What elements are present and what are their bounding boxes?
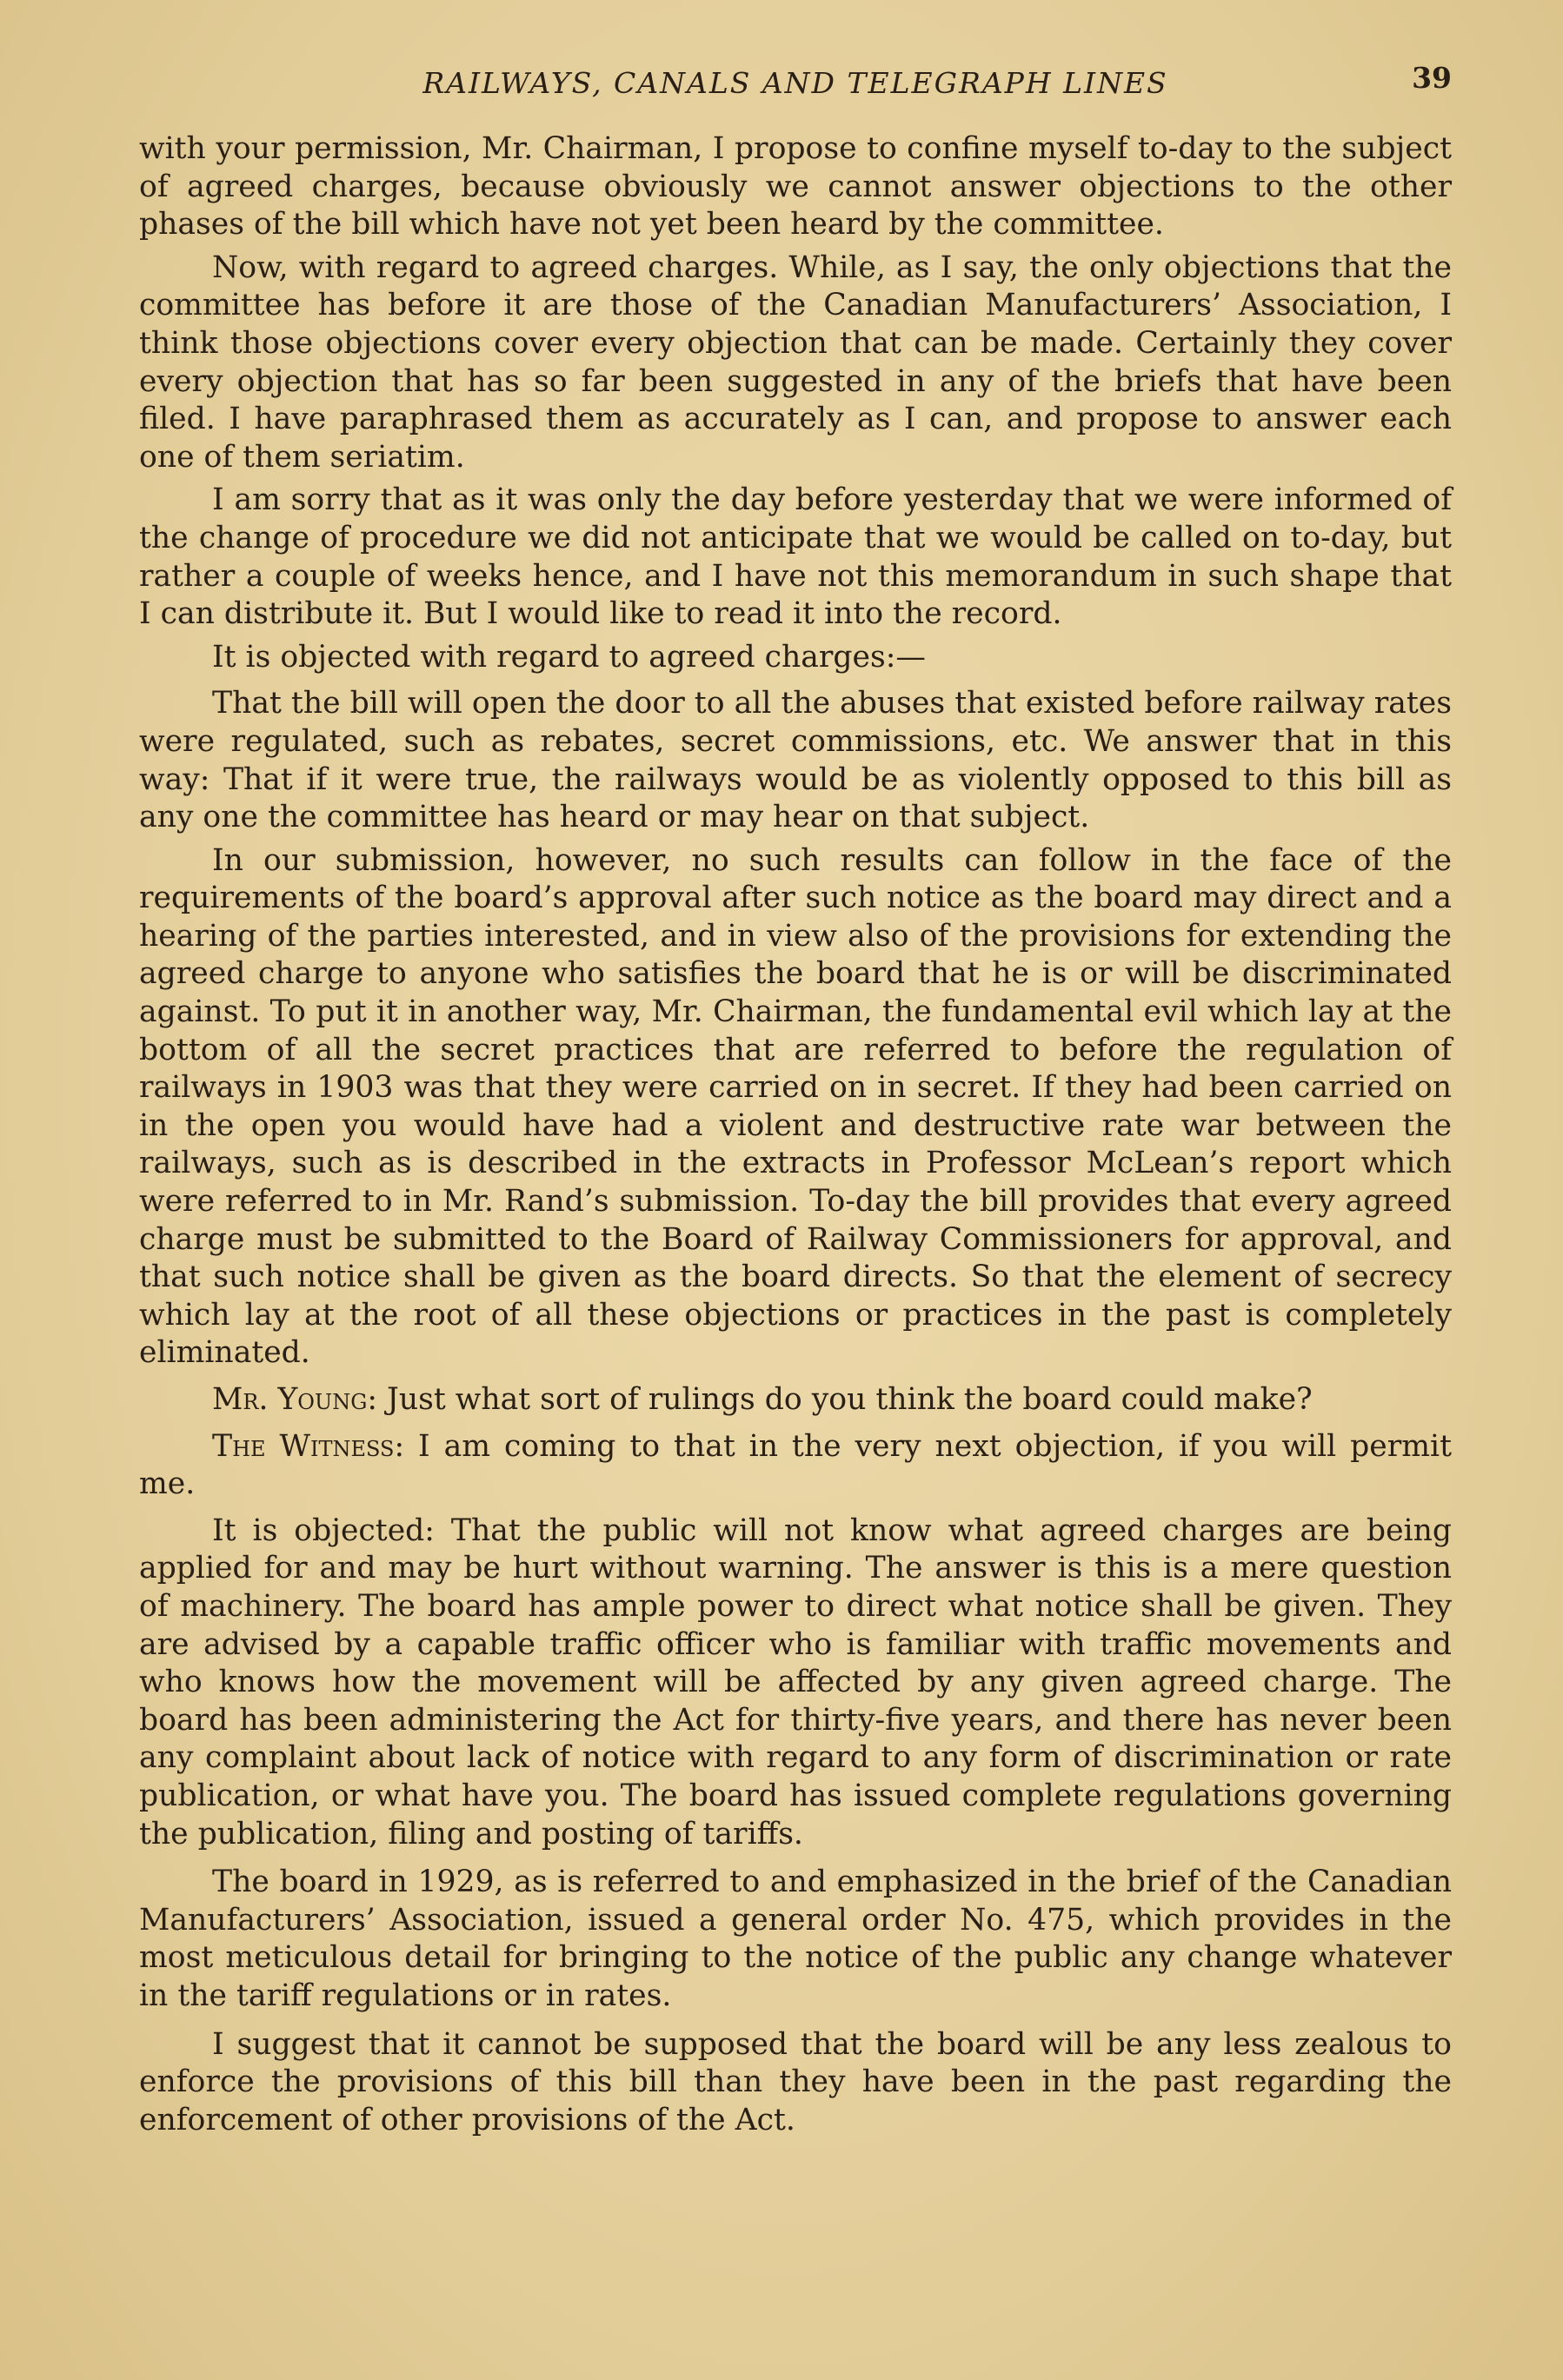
running-head (139, 61, 1452, 104)
paragraph: That the bill will open the door to all the abuses that existed before railway rates were regulated, such as rebates, secret commissions, etc. We answer that in this way: That if it were true, the railways would be as violently opposed to this bill as any one the committee has heard or may hear on that subject. (139, 686, 1452, 835)
running-title: RAILWAYS, CANALS AND TELEGRAPH LINES (422, 66, 1168, 100)
paragraph: It is objected with regard to agreed charges:— (212, 639, 926, 675)
dialogue-paragraph (139, 1428, 1452, 1504)
dialogue-paragraph (139, 1381, 1452, 1419)
paragraph-continuation: with your permission, Mr. Chairman, I propose to confine myself to-day to the subject of agreed charges, because obviously we cannot answer objections to the other phases of the bill which have not yet been heard by the committee. (139, 131, 1452, 243)
dialogue-text: : I am coming to that in the very next objection, if you will permit me. (139, 1428, 1452, 1502)
page-number: 39 (1412, 61, 1452, 95)
paragraph: The board in 1929, as is referred to and emphasized in the brief of the Canadian Manufacturers’ Association, issued a general order No. 475, which provides in the most meticulous detail for bringing to the notice of the public any change whatever in the tariff regulations or in rates. (139, 1865, 1452, 2013)
paragraph: I am sorry that as it was only the day before yesterday that we were informed of the change of procedure we did not anticipate that we would be called on to-day, but rather a couple of weeks hence, and I have not this memorandum in such shape that I can distribute it. But I would like to read it into the record. (139, 482, 1452, 632)
body-text (139, 130, 1452, 2144)
paragraph: Now, with regard to agreed charges. While, as I say, the only objections that the committee has before it are those of the Canadian Manufacturers’ Association, I think those objections cover every objection that can be made. Certainly they cover every objection that has so far been suggested in any of the briefs that have been filed. I have paraphrased them as accurately as I can, and propose to answer each one of them seriatim. (139, 249, 1452, 475)
speaker-name: The Witness (212, 1428, 395, 1464)
paragraph: In our submission, however, no such results can follow in the face of the requirements of the board’s approval after such notice as the board may direct and a hearing of the parties interested, and in view also of the provisions for extending the agreed charge to anyone who satisfies the board that he is or will be discriminated against. To put it in another way, Mr. Chairman, the fundamental evil which lay at the bottom of all the secret practices that are referred to before the regulation of railways in 1903 was that they were carried on in secret. If they had been carried on in the open you would have had a violent and destructive rate war between the railways, such as is described in the extracts in Professor McLean’s report which were referred to in Mr. Rand’s submission. To-day the bill provides that every agreed charge must be submitted to the Board of Railway Commissioners for approval, and that such notice shall be given as the board directs. So that the element of secrecy which lay at the root of all these objections or practices in the past is completely eliminated. (139, 842, 1452, 1371)
speaker-name: Mr. Young (212, 1382, 368, 1417)
dialogue-text: : Just what sort of rulings do you think the board could make? (367, 1382, 1313, 1417)
paragraph: I suggest that it cannot be supposed that the board will be any less zealous to enforce the provisions of this bill than they have been in the past regarding the enforcement of other provisions of the Act. (139, 2026, 1452, 2137)
paragraph: It is objected: That the public will not know what agreed charges are being applied for and may be hurt without warning. The answer is this is a mere question of machinery. The board has ample power to direct what notice shall be given. They are advised by a capable traffic officer who is familiar with traffic movements and who knows how the movement will be affected by any given agreed charge. The board has been administering the Act for thirty-five years, and there has never been any complaint about lack of notice with regard to any form of discrimination or rate publication, or what have you. The board has issued complete regulations governing the publication, filing and posting of tariffs. (139, 1512, 1452, 1851)
